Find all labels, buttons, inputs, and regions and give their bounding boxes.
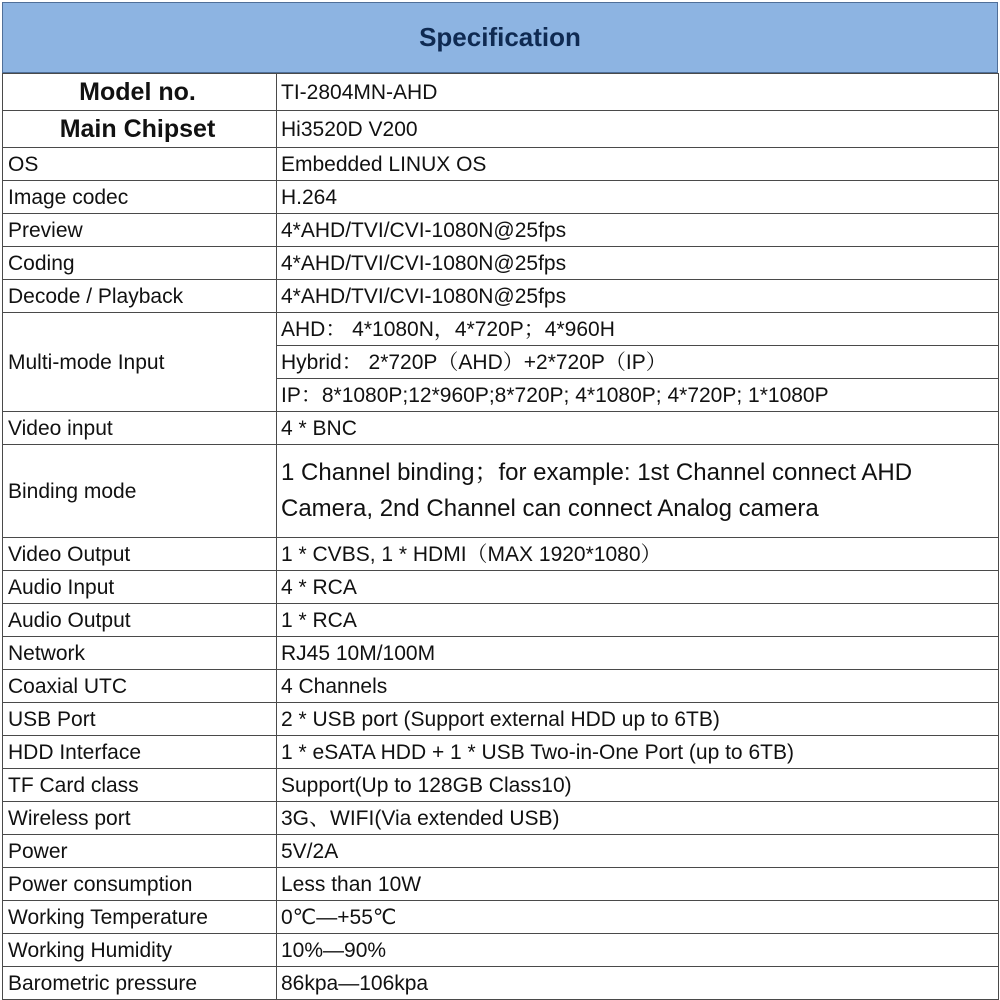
table-row <box>3 445 999 538</box>
row-value: Less than 10W <box>277 868 999 901</box>
row-value: AHD： 4*1080N，4*720P；4*960H <box>277 313 999 346</box>
row-label: Coding <box>3 247 277 280</box>
table-row <box>3 934 999 967</box>
row-label: Decode / Playback <box>3 280 277 313</box>
row-value: Hybrid： 2*720P（AHD）+2*720P（IP） <box>277 346 999 379</box>
table-row <box>3 670 999 703</box>
row-label: Network <box>3 637 277 670</box>
row-value: 4 * BNC <box>277 412 999 445</box>
row-value: 4*AHD/TVI/CVI-1080N@25fps <box>277 280 999 313</box>
table-row <box>3 769 999 802</box>
row-value: 4 Channels <box>277 670 999 703</box>
spec-title: Specification <box>2 2 998 73</box>
row-value: 1 * eSATA HDD + 1 * USB Two-in-One Port (up to 6TB) <box>277 736 999 769</box>
spec-sheet <box>2 2 998 998</box>
table-row <box>3 247 999 280</box>
row-value: 1 * CVBS, 1 * HDMI（MAX 1920*1080） <box>277 538 999 571</box>
row-value: TI-2804MN-AHD <box>277 74 999 111</box>
row-label: Model no. <box>3 74 277 111</box>
row-label: Video input <box>3 412 277 445</box>
table-row <box>3 111 999 148</box>
row-value: Embedded LINUX OS <box>277 148 999 181</box>
table-row <box>3 967 999 1000</box>
table-row <box>3 604 999 637</box>
row-label: Working Temperature <box>3 901 277 934</box>
row-label: Power consumption <box>3 868 277 901</box>
row-label: Multi-mode Input <box>3 313 277 412</box>
row-label: Wireless port <box>3 802 277 835</box>
row-label: OS <box>3 148 277 181</box>
row-value: 5V/2A <box>277 835 999 868</box>
table-row <box>3 835 999 868</box>
row-value: 86kpa—106kpa <box>277 967 999 1000</box>
spec-table <box>2 73 999 1000</box>
row-value: IP：8*1080P;12*960P;8*720P; 4*1080P; 4*720P; 1*1080P <box>277 379 999 412</box>
row-value: 1 * RCA <box>277 604 999 637</box>
row-label: Preview <box>3 214 277 247</box>
table-row <box>3 703 999 736</box>
table-row <box>3 736 999 769</box>
table-row <box>3 868 999 901</box>
table-row <box>3 214 999 247</box>
row-label: Power <box>3 835 277 868</box>
table-row <box>3 181 999 214</box>
row-value: H.264 <box>277 181 999 214</box>
row-value: 10%—90% <box>277 934 999 967</box>
row-label: Audio Output <box>3 604 277 637</box>
row-label: Audio Input <box>3 571 277 604</box>
row-value: Support(Up to 128GB Class10) <box>277 769 999 802</box>
row-label: Working Humidity <box>3 934 277 967</box>
table-row <box>3 280 999 313</box>
row-value: 1 Channel binding；for example: 1st Channel connect AHD Camera, 2nd Channel can connect Analog camera <box>277 445 999 538</box>
table-row <box>3 412 999 445</box>
row-value: 4 * RCA <box>277 571 999 604</box>
row-label: Coaxial UTC <box>3 670 277 703</box>
table-row <box>3 901 999 934</box>
row-value: Hi3520D V200 <box>277 111 999 148</box>
row-label: Video Output <box>3 538 277 571</box>
row-label: Image codec <box>3 181 277 214</box>
row-value: RJ45 10M/100M <box>277 637 999 670</box>
row-label: HDD Interface <box>3 736 277 769</box>
row-label: Barometric pressure <box>3 967 277 1000</box>
row-value: 4*AHD/TVI/CVI-1080N@25fps <box>277 214 999 247</box>
row-value: 3G、WIFI(Via extended USB) <box>277 802 999 835</box>
row-label: USB Port <box>3 703 277 736</box>
table-row <box>3 571 999 604</box>
row-value: 4*AHD/TVI/CVI-1080N@25fps <box>277 247 999 280</box>
row-label: Binding mode <box>3 445 277 538</box>
row-label: TF Card class <box>3 769 277 802</box>
row-value: 0℃—+55℃ <box>277 901 999 934</box>
table-row <box>3 802 999 835</box>
row-label: Main Chipset <box>3 111 277 148</box>
table-row <box>3 637 999 670</box>
table-row <box>3 538 999 571</box>
table-row <box>3 148 999 181</box>
row-value: 2 * USB port (Support external HDD up to 6TB) <box>277 703 999 736</box>
table-row <box>3 74 999 111</box>
table-row <box>3 313 999 346</box>
